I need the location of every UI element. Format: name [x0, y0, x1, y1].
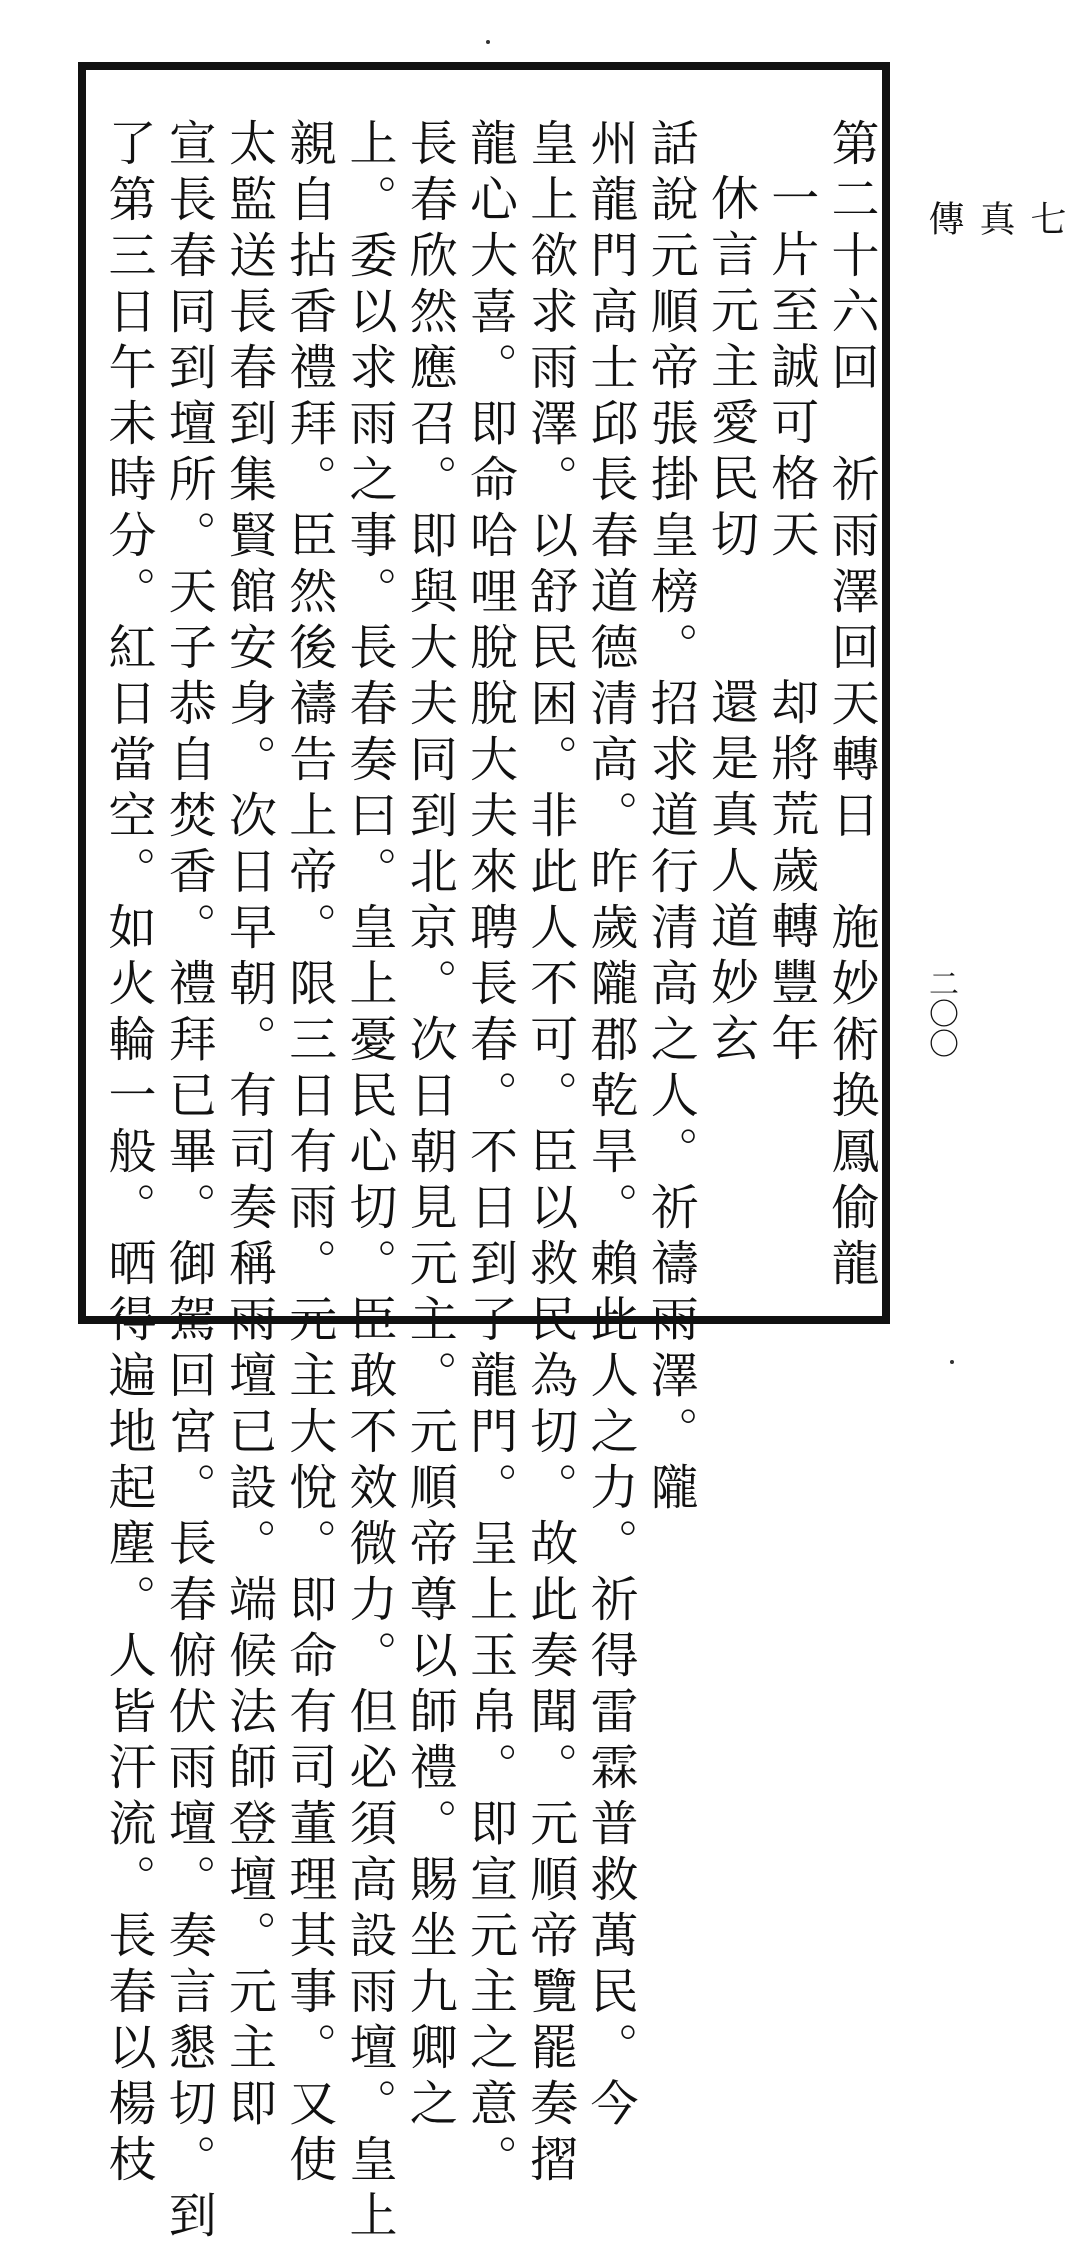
text-column-4: 龍心大喜。即命哈哩脫脫大夫來聘長春。不日到了龍門。呈上玉帛。即宣元主之意。 [461, 118, 518, 2190]
scan-speck [486, 40, 490, 44]
text-column-5: 長春欣然應召。即與大夫同到北京。次日朝見元主。元順帝尊以師禮。賜坐九卿之 [401, 118, 458, 2134]
text-column-8: 太監送長春到集賢館安身。次日早朝。有司奏稱雨壇已設。端候法師登壇。元主即 [220, 118, 277, 2134]
text-column-1: 話說元順帝張掛皇榜。招求道行清高之人。祈禱雨澤。隴 [642, 118, 699, 1518]
text-column-2: 州龍門高士邱長春道德清高。昨歲隴郡乾旱。賴此人之力。祈得雷霖普救萬民。今 [582, 118, 638, 2134]
book-title-char-1: 七 [1025, 200, 1066, 236]
couplet-line-2-column: 休言元主愛民切 還是真人道妙玄 [702, 173, 759, 1069]
chapter-title-column: 第二十六回 祈雨澤回天轉日 施妙術换鳳偷龍 [823, 118, 879, 1294]
vertical-text-body [100, 118, 879, 2246]
scan-speck [950, 1360, 954, 1364]
text-column-7: 親自拈香禮拜。臣然後禱告上帝。限三日有雨。元主大悅。即命有司董理其事。又使 [280, 118, 337, 2190]
couplet-line-1-column: 一片至誠可格天 却將荒歲轉豐年 [762, 173, 819, 1069]
text-column-10: 了第三日午未時分。紅日當空。如火輪一般。晒得遍地起塵。人皆汗流。長春以楊枝 [100, 118, 156, 2190]
page-number: 二〇〇 [923, 968, 958, 1058]
text-column-3: 皇上欲求雨澤。以舒民困。非此人不可。臣以救民為切。故此奏聞。元順帝覽罷奏摺 [521, 118, 578, 2190]
book-title-margin [918, 200, 1071, 460]
book-title-char-2: 真 [974, 200, 1015, 236]
book-title-char-3: 傳 [923, 200, 964, 236]
text-column-6: 上。委以求雨之事。長春奏曰。皇上憂民心切。臣敢不效微力。但必須高設雨壇。皇上 [341, 118, 397, 2246]
text-column-9: 宣長春同到壇所。天子恭自焚香。禮拜已畢。御駕回宮。長春俯伏雨壇。奏言懇切。到 [160, 118, 217, 2246]
